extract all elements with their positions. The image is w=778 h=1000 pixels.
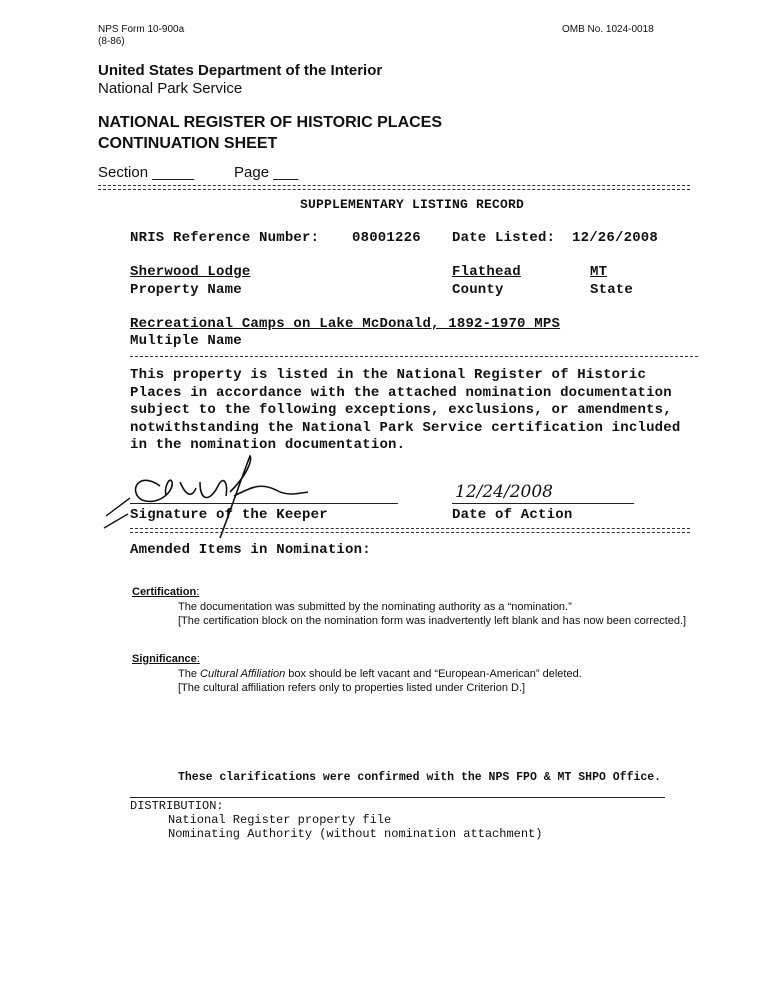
state-value: MT [590,264,608,280]
county-value: Flathead [452,264,521,280]
signature-label: Signature of the Keeper [130,507,328,523]
statement-line: Places in accordance with the attached nomination documentation [130,385,672,401]
form-date: (8-86) [98,36,125,47]
statement-line: subject to the following exceptions, exclusions, or amendments, [130,402,672,418]
multiple-name-value: Recreational Camps on Lake McDonald, 1892-1970 MPS [130,316,561,332]
form-title-line1: NATIONAL REGISTER OF HISTORIC PLACES [98,114,443,131]
distribution-item: National Register property file [168,813,392,827]
date-listed-label: Date Listed: [452,230,556,246]
form-title-line2: CONTINUATION SHEET [98,135,278,152]
certification-line: The documentation was submitted by the nominating authority as a “nomination.” [178,601,572,613]
significance-heading: Significance: [132,653,200,665]
amended-heading: Amended Items in Nomination: [130,542,371,558]
action-date-label: Date of Action [452,507,573,523]
property-name-value: Sherwood Lodge [130,264,251,280]
state-label: State [590,282,634,298]
property-name-label: Property Name [130,282,242,298]
nris-number: 08001226 [352,230,421,246]
omb-number: OMB No. 1024-0018 [562,24,654,35]
double-rule-bottom [130,528,690,533]
statement-line: in the nomination documentation. [130,437,406,453]
statement-line: This property is listed in the National Register of Historic [130,367,647,383]
action-date-line [452,503,634,504]
double-rule-top [98,185,690,190]
distribution-label: DISTRIBUTION: [130,799,224,813]
action-date-handwritten: 12/24/2008 [455,482,553,502]
page-field: Page ___ [234,164,299,181]
date-listed-value: 12/26/2008 [572,230,659,246]
signature-line [130,503,398,504]
distribution-item: Nominating Authority (without nomination attachment) [168,827,543,841]
form-number: NPS Form 10-900a [98,24,185,35]
section-field: Section _____ [98,164,194,181]
county-label: County [452,282,504,298]
nris-label: NRIS Reference Number: [130,230,320,246]
dashed-separator [130,356,698,357]
significance-line: [The cultural affiliation refers only to properties listed under Criterion D.] [178,682,526,694]
agency-name: National Park Service [98,80,243,97]
certification-line: [The certification block on the nomination form was inadvertently left blank and has now been corrected.] [178,615,687,627]
certification-heading: Certification: [132,586,200,598]
statement-line: notwithstanding the National Park Service certification included [130,420,681,436]
multiple-name-label: Multiple Name [130,333,242,349]
distribution-rule [130,797,665,798]
record-heading: SUPPLEMENTARY LISTING RECORD [300,197,525,212]
significance-line: The Cultural Affiliation box should be left vacant and “European-American” deleted. [178,668,582,680]
department-name: United States Department of the Interior [98,62,383,79]
clarification-note: These clarifications were confirmed with the NPS FPO & MT SHPO Office. [178,771,662,784]
